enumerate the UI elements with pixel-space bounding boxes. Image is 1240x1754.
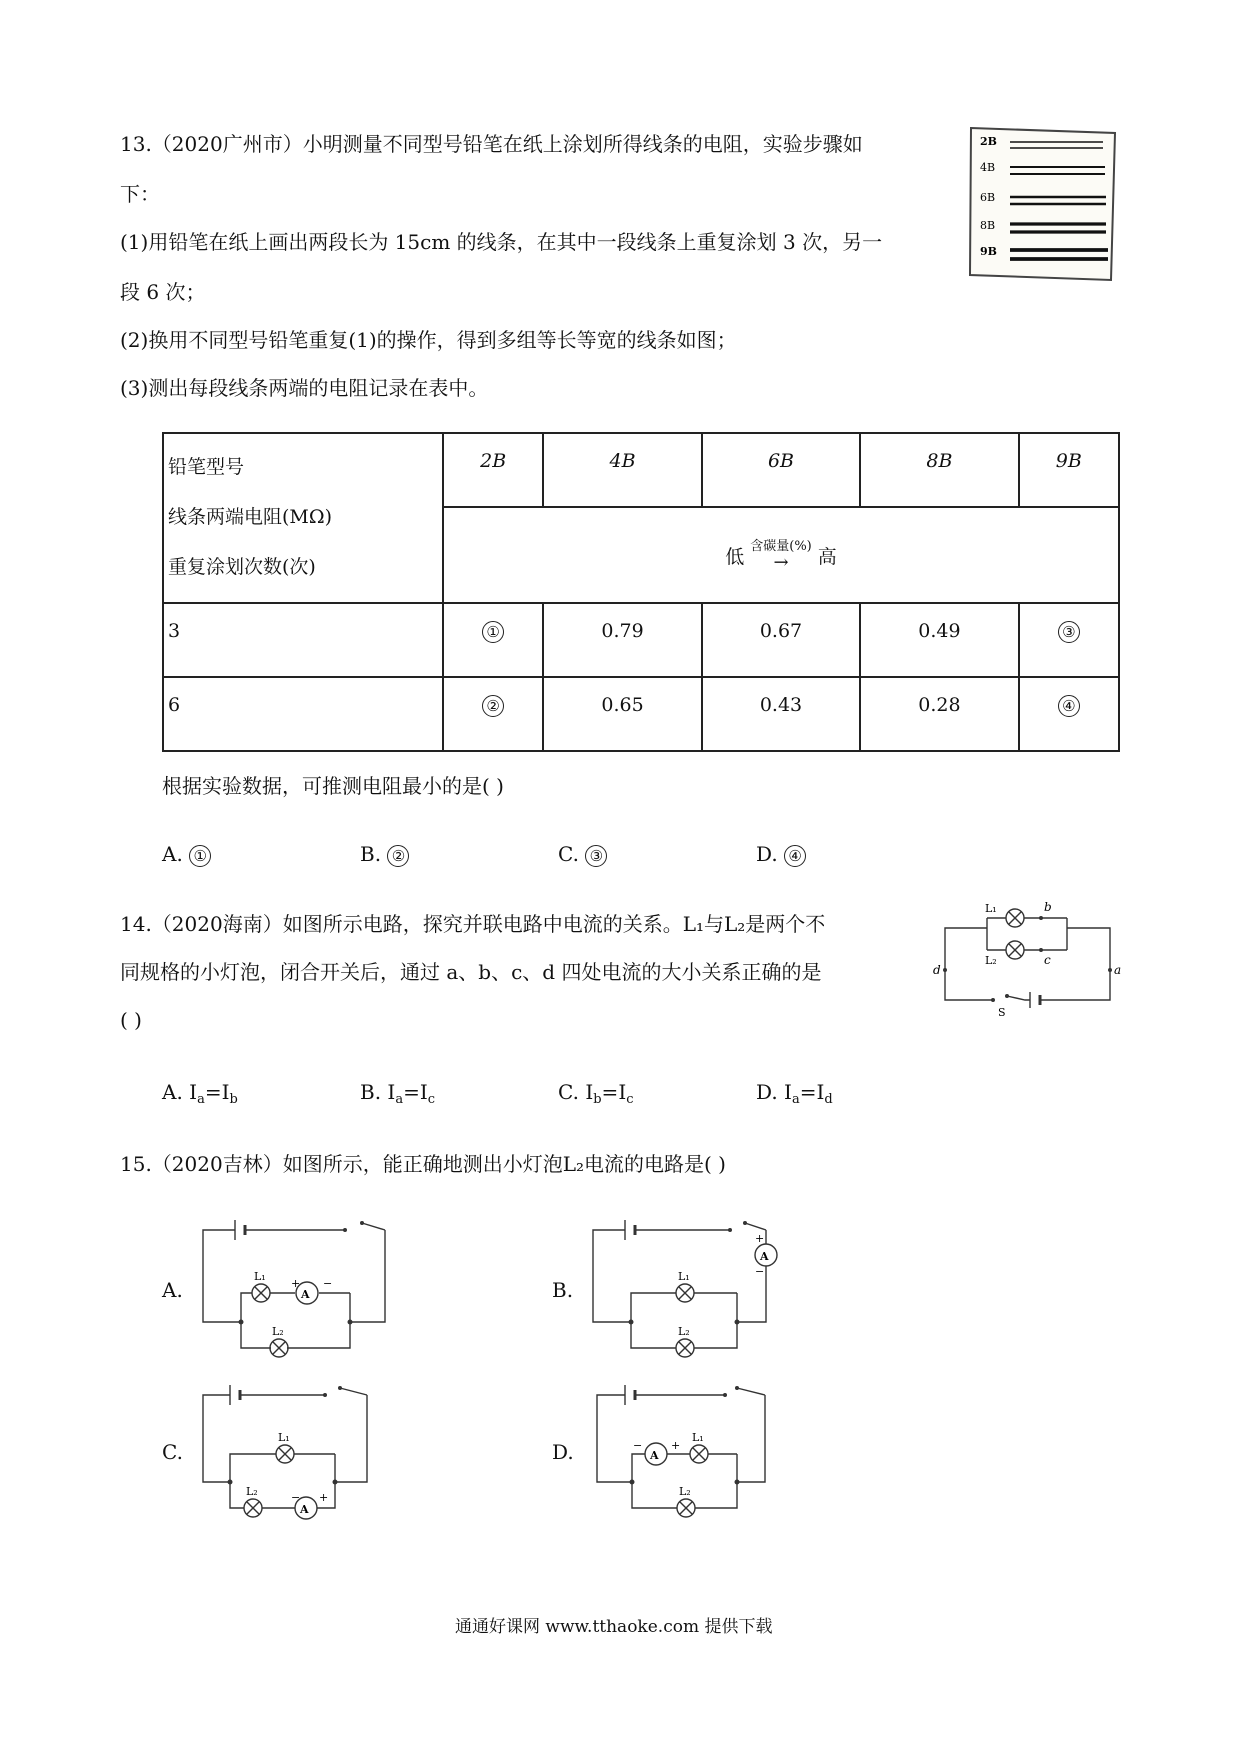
option-letter: C.	[558, 1080, 579, 1104]
cell-r2-c2: 0.65	[543, 677, 701, 751]
q14-parallel-circuit	[925, 898, 1125, 1028]
pencil-lines-figure	[968, 125, 1118, 285]
plus-sign: +	[755, 1232, 765, 1245]
row-times-3: 3	[163, 603, 443, 677]
ammeter-label: A	[300, 1503, 309, 1516]
q15-circuit-b	[585, 1205, 785, 1365]
plus-sign: +	[671, 1439, 681, 1452]
q15-circuit-a	[195, 1205, 395, 1365]
option-mark: ①	[189, 845, 211, 867]
header-resistance: 线条两端电阻(MΩ)	[168, 506, 333, 528]
lamp2-label: L₂	[678, 1325, 690, 1338]
q14-line1: 14.（2020海南）如图所示电路，探究并联电路中电流的关系。L₁与L₂是两个不	[120, 912, 826, 936]
q13-step1a: (1)用铅笔在纸上画出两段长为 15cm 的线条，在其中一段线条上重复涂划 3 次，另一	[120, 230, 883, 254]
blank-mark: ④	[1058, 695, 1080, 717]
carbon-trend-cell	[443, 507, 1119, 603]
table-header-cell	[163, 433, 443, 603]
label-l1: L₁	[985, 902, 997, 915]
q13-option-b[interactable]	[360, 842, 409, 867]
lamp1-label: L₁	[278, 1431, 290, 1444]
label-a: a	[1114, 963, 1122, 977]
q13-question: 根据实验数据，可推测电阻最小的是( )	[162, 774, 504, 798]
option-letter: C.	[558, 842, 579, 866]
ammeter-label: A	[760, 1250, 769, 1263]
q15-option-c-label[interactable]: C.	[162, 1440, 183, 1464]
figure-label-8b: 8B	[980, 219, 996, 232]
lamp1-label: L₁	[678, 1270, 690, 1283]
cell-r2-c5	[1019, 677, 1119, 751]
trend-low: 低	[725, 545, 745, 568]
page-footer: 通通好课网 www.tthaoke.com 提供下载	[455, 1617, 773, 1637]
option-mark: ②	[387, 845, 409, 867]
cell-r1-c4: 0.49	[860, 603, 1018, 677]
q15-circuit-d	[585, 1370, 785, 1530]
model-9b: 9B	[1019, 433, 1119, 507]
minus-sign: −	[633, 1439, 643, 1452]
option-letter: D.	[756, 842, 778, 866]
q14-option-b[interactable]: B. $I_a=I_c$	[360, 1080, 436, 1107]
cell-r2-c1	[443, 677, 543, 751]
figure-label-6b: 6B	[980, 191, 996, 204]
header-times: 重复涂划次数(次)	[168, 556, 316, 578]
row-times-6: 6	[163, 677, 443, 751]
q15-title: 15.（2020吉林）如图所示，能正确地测出小灯泡L₂电流的电路是( )	[120, 1152, 726, 1176]
q14-line2: 同规格的小灯泡，闭合开关后，通过 a、b、c、d 四处电流的大小关系正确的是	[120, 960, 822, 984]
q14-option-c[interactable]: C. $I_b=I_c$	[558, 1080, 634, 1107]
label-d: d	[933, 963, 941, 977]
q13-option-c[interactable]	[558, 842, 607, 867]
option-letter: B.	[360, 1080, 382, 1104]
trend-high: 高	[817, 545, 837, 568]
lamp2-label: L₂	[246, 1485, 258, 1498]
cell-r2-c3: 0.43	[702, 677, 860, 751]
plus-sign: +	[291, 1277, 301, 1290]
trend-label: 含碳量(%)	[750, 539, 812, 554]
q15-option-b-label[interactable]: B.	[552, 1278, 574, 1302]
figure-label-9b: 9B	[980, 245, 997, 258]
header-pencil-model: 铅笔型号	[168, 456, 245, 478]
cell-r1-c3: 0.67	[702, 603, 860, 677]
label-l2: L₂	[985, 954, 997, 967]
q13-step1b: 段 6 次；	[120, 280, 206, 304]
q13-step3: (3)测出每段线条两端的电阻记录在表中。	[120, 376, 489, 400]
lamp1-label: L₁	[254, 1270, 266, 1283]
blank-mark: ①	[482, 621, 504, 643]
cell-r1-c5	[1019, 603, 1119, 677]
model-8b: 8B	[860, 433, 1018, 507]
q14-option-d[interactable]: D. $I_a=I_d$	[756, 1080, 833, 1107]
q13-option-d[interactable]	[756, 842, 806, 867]
q13-title: 13.（2020广州市）小明测量不同型号铅笔在纸上涂划所得线条的电阻，实验步骤如	[120, 132, 863, 156]
trend-arrow: →	[773, 552, 789, 573]
option-letter: A.	[162, 1080, 183, 1104]
q15-circuit-c	[195, 1370, 395, 1530]
plus-sign: +	[319, 1491, 329, 1504]
option-mark: ③	[585, 845, 607, 867]
model-2b: 2B	[443, 433, 543, 507]
label-c: c	[1044, 953, 1051, 967]
figure-label-2b: 2B	[980, 135, 997, 148]
blank-mark: ③	[1058, 621, 1080, 643]
minus-sign: −	[323, 1277, 333, 1290]
lamp2-label: L₂	[272, 1325, 284, 1338]
label-b: b	[1044, 900, 1052, 914]
q13-step2: (2)换用不同型号铅笔重复(1)的操作，得到多组等长等宽的线条如图；	[120, 328, 737, 352]
q13-title-cont: 下：	[120, 182, 160, 206]
option-letter: B.	[360, 842, 382, 866]
option-letter: A.	[162, 842, 183, 866]
model-4b: 4B	[543, 433, 701, 507]
lamp1-label: L₁	[692, 1431, 704, 1444]
label-s: S	[998, 1006, 1006, 1019]
minus-sign: −	[291, 1491, 301, 1504]
option-mark: ④	[784, 845, 806, 867]
q14-line3: ( )	[120, 1008, 142, 1032]
q15-option-d-label[interactable]: D.	[552, 1440, 574, 1464]
cell-r2-c4: 0.28	[860, 677, 1018, 751]
blank-mark: ②	[482, 695, 504, 717]
lamp2-label: L₂	[679, 1485, 691, 1498]
q13-data-table	[162, 432, 1120, 752]
model-6b: 6B	[702, 433, 860, 507]
figure-label-4b: 4B	[980, 161, 996, 174]
q15-option-a-label[interactable]: A.	[162, 1278, 183, 1302]
q13-option-a[interactable]	[162, 842, 211, 867]
cell-r1-c1	[443, 603, 543, 677]
option-letter: D.	[756, 1080, 778, 1104]
q14-option-a[interactable]: A. $I_a=I_b$	[162, 1080, 238, 1107]
ammeter-label: A	[301, 1288, 310, 1301]
ammeter-label: A	[650, 1449, 659, 1462]
minus-sign: −	[755, 1265, 765, 1278]
cell-r1-c2: 0.79	[543, 603, 701, 677]
